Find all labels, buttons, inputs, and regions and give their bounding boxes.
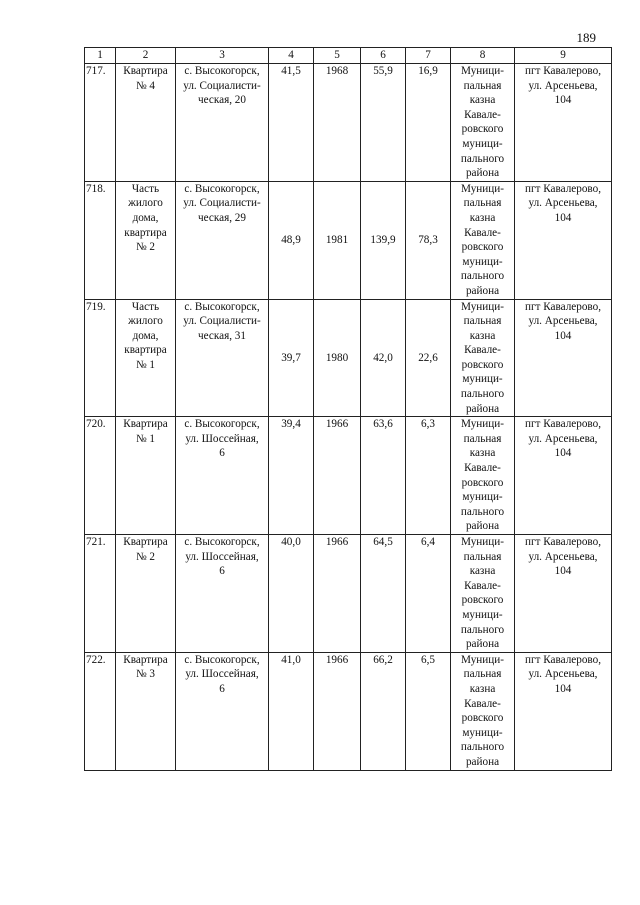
cell-line: Кавале-: [464, 226, 501, 239]
cell-line: Часть: [131, 182, 160, 195]
cell-line: пального: [460, 152, 505, 165]
cell-line: ул. Арсеньева,: [528, 550, 598, 563]
object-name-cell: [116, 535, 176, 653]
cell-line: с. Высокогорск,: [184, 418, 260, 431]
owner-cell: [451, 64, 515, 182]
cell-line: пальная: [463, 668, 502, 681]
cell-line: квартира: [124, 344, 167, 357]
cell-line: ул. Арсеньева,: [528, 432, 598, 445]
cell-line: жилого: [128, 197, 163, 210]
cell-line: Муници-: [461, 536, 504, 548]
cell-line: ул. Шоссейная,: [185, 550, 259, 563]
cell-line: муници-: [462, 608, 503, 621]
owner-cell: [451, 535, 515, 653]
column-header: 7: [406, 48, 451, 64]
cell-line: ул. Арсеньева,: [528, 315, 598, 328]
address-cell: [176, 417, 269, 535]
cell-line: Квартира: [123, 418, 168, 431]
cell-line: № 1: [135, 358, 156, 371]
cell-line: муници-: [462, 491, 503, 504]
year-cell: 1980: [314, 299, 361, 417]
cell-line: ровского: [461, 476, 504, 489]
address-cell: [176, 64, 269, 182]
cell-line: казна: [469, 447, 496, 460]
cell-line: района: [465, 755, 500, 768]
cell-line: Квартира: [123, 536, 168, 548]
cell-line: муници-: [462, 137, 503, 150]
cell-line: № 1: [135, 432, 156, 445]
cell-line: Кавале-: [464, 697, 501, 710]
cell-line: ческая, 29: [198, 211, 246, 224]
cell-line: 104: [554, 94, 572, 107]
value-cell: 63,6: [361, 417, 406, 535]
column-header: 3: [176, 48, 269, 64]
cell-line: Кавале-: [464, 579, 501, 592]
cell-line: 104: [554, 211, 572, 224]
cell-line: дома,: [132, 211, 159, 224]
cell-line: 6: [219, 682, 225, 695]
cell-line: пального: [460, 270, 505, 283]
cell-line: 104: [554, 682, 572, 695]
object-name-cell: [116, 652, 176, 770]
cell-line: квартира: [124, 226, 167, 239]
value-cell: 64,5: [361, 535, 406, 653]
table-row: [85, 64, 612, 182]
location-cell: [515, 181, 612, 299]
value-cell: 6,5: [406, 652, 451, 770]
cell-line: Квартира: [123, 653, 168, 666]
column-header: 5: [314, 48, 361, 64]
cell-line: ул. Шоссейная,: [185, 668, 259, 681]
cell-line: 104: [554, 565, 572, 578]
cell-line: Муници-: [461, 300, 504, 313]
cell-line: с. Высокогорск,: [184, 65, 260, 77]
value-cell: 39,7: [269, 299, 314, 417]
cell-line: пгт Кавалерово,: [524, 653, 602, 666]
cell-line: 104: [554, 447, 572, 460]
cell-line: № 2: [135, 550, 156, 563]
table-row: [85, 535, 612, 653]
value-cell: 78,3: [406, 181, 451, 299]
value-cell: 39,4: [269, 417, 314, 535]
column-header: 1: [85, 48, 116, 64]
value-cell: 6,3: [406, 417, 451, 535]
cell-line: казна: [469, 94, 496, 107]
value-cell: 48,9: [269, 181, 314, 299]
value-cell: 139,9: [361, 181, 406, 299]
cell-line: Муници-: [461, 65, 504, 77]
cell-line: муници-: [462, 255, 503, 268]
cell-line: пгт Кавалерово,: [524, 418, 602, 431]
row-number-cell: 722.: [85, 652, 116, 770]
cell-line: пгт Кавалерово,: [524, 536, 602, 548]
column-header: 6: [361, 48, 406, 64]
cell-line: пального: [460, 741, 505, 754]
year-cell: 1966: [314, 535, 361, 653]
cell-line: ровского: [461, 123, 504, 136]
cell-line: Муници-: [461, 418, 504, 431]
cell-line: Муници-: [461, 182, 504, 195]
cell-line: Кавале-: [464, 344, 501, 357]
value-cell: 22,6: [406, 299, 451, 417]
address-cell: [176, 299, 269, 417]
cell-line: с. Высокогорск,: [184, 182, 260, 195]
table-row: [85, 181, 612, 299]
owner-cell: [451, 417, 515, 535]
value-cell: 41,5: [269, 64, 314, 182]
row-number-cell: 720.: [85, 417, 116, 535]
value-cell: 6,4: [406, 535, 451, 653]
cell-line: 6: [219, 565, 225, 578]
cell-line: с. Высокогорск,: [184, 653, 260, 666]
column-header: 8: [451, 48, 515, 64]
value-cell: 41,0: [269, 652, 314, 770]
cell-line: ул. Социалисти-: [183, 197, 261, 210]
cell-line: муници-: [462, 726, 503, 739]
cell-line: муници-: [462, 373, 503, 386]
column-header: 9: [515, 48, 612, 64]
cell-line: района: [465, 520, 500, 533]
page-number: 189: [576, 30, 596, 45]
cell-line: ческая, 31: [198, 329, 246, 342]
address-cell: [176, 181, 269, 299]
column-number-header-row: [85, 48, 612, 64]
cell-line: пального: [460, 388, 505, 401]
table-row: [85, 417, 612, 535]
year-cell: 1981: [314, 181, 361, 299]
location-cell: [515, 299, 612, 417]
cell-line: Часть: [131, 300, 160, 313]
cell-line: жилого: [128, 315, 163, 328]
row-number-cell: 717.: [85, 64, 116, 182]
owner-cell: [451, 652, 515, 770]
value-cell: 16,9: [406, 64, 451, 182]
cell-line: Кавале-: [464, 108, 501, 121]
row-number-cell: 719.: [85, 299, 116, 417]
cell-line: района: [465, 167, 500, 180]
cell-line: пгт Кавалерово,: [524, 182, 602, 195]
value-cell: 55,9: [361, 64, 406, 182]
cell-line: казна: [469, 211, 496, 224]
cell-line: пального: [460, 623, 505, 636]
cell-line: ческая, 20: [198, 94, 246, 107]
cell-line: района: [465, 402, 500, 415]
row-number-cell: 718.: [85, 181, 116, 299]
cell-line: с. Высокогорск,: [184, 300, 260, 313]
cell-line: ул. Шоссейная,: [185, 432, 259, 445]
cell-line: № 3: [135, 668, 156, 681]
cell-line: пальная: [463, 315, 502, 328]
cell-line: пального: [460, 505, 505, 518]
column-header: 2: [116, 48, 176, 64]
cell-line: пгт Кавалерово,: [524, 300, 602, 313]
value-cell: 40,0: [269, 535, 314, 653]
table-row: [85, 299, 612, 417]
cell-line: пгт Кавалерово,: [524, 65, 602, 77]
cell-line: пальная: [463, 550, 502, 563]
cell-line: ул. Социалисти-: [183, 315, 261, 328]
column-header: 4: [269, 48, 314, 64]
cell-line: Кавале-: [464, 462, 501, 475]
location-cell: [515, 652, 612, 770]
cell-line: № 4: [135, 79, 156, 92]
cell-line: ровского: [461, 712, 504, 725]
owner-cell: [451, 181, 515, 299]
cell-line: ровского: [461, 241, 504, 254]
cell-line: пальная: [463, 79, 502, 92]
value-cell: 66,2: [361, 652, 406, 770]
registry-body: [85, 64, 612, 771]
cell-line: с. Высокогорск,: [184, 536, 260, 548]
cell-line: пальная: [463, 197, 502, 210]
object-name-cell: [116, 181, 176, 299]
cell-line: пальная: [463, 432, 502, 445]
location-cell: [515, 535, 612, 653]
cell-line: района: [465, 284, 500, 297]
cell-line: района: [465, 638, 500, 651]
cell-line: ровского: [461, 594, 504, 607]
property-registry-table: [84, 47, 612, 771]
cell-line: казна: [469, 329, 496, 342]
address-cell: [176, 652, 269, 770]
location-cell: [515, 64, 612, 182]
year-cell: 1966: [314, 417, 361, 535]
owner-cell: [451, 299, 515, 417]
cell-line: ровского: [461, 358, 504, 371]
cell-line: казна: [469, 565, 496, 578]
address-cell: [176, 535, 269, 653]
cell-line: ул. Арсеньева,: [528, 668, 598, 681]
cell-line: 104: [554, 329, 572, 342]
row-number-cell: 721.: [85, 535, 116, 653]
cell-line: Квартира: [123, 65, 168, 77]
cell-line: ул. Социалисти-: [183, 79, 261, 92]
object-name-cell: [116, 299, 176, 417]
year-cell: 1966: [314, 652, 361, 770]
cell-line: № 2: [135, 241, 156, 254]
cell-line: ул. Арсеньева,: [528, 79, 598, 92]
cell-line: дома,: [132, 329, 159, 342]
location-cell: [515, 417, 612, 535]
cell-line: казна: [469, 682, 496, 695]
object-name-cell: [116, 64, 176, 182]
year-cell: 1968: [314, 64, 361, 182]
value-cell: 42,0: [361, 299, 406, 417]
cell-line: ул. Арсеньева,: [528, 197, 598, 210]
object-name-cell: [116, 417, 176, 535]
cell-line: Муници-: [461, 653, 504, 666]
cell-line: 6: [219, 447, 225, 460]
table-row: [85, 652, 612, 770]
